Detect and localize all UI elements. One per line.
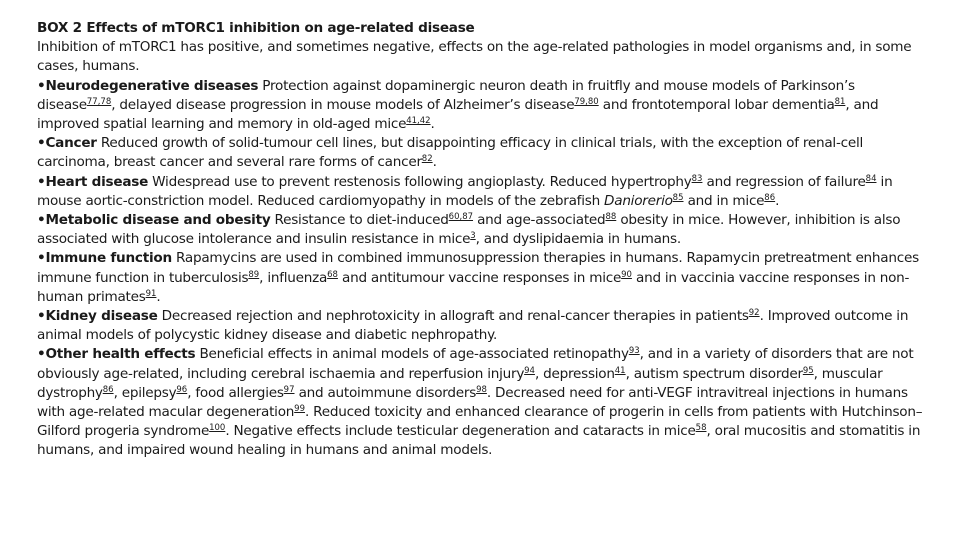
reference-link[interactable]: 41 — [614, 365, 626, 376]
reference-link[interactable]: 77,78 — [86, 96, 112, 107]
section-text: and age-associated — [473, 212, 606, 229]
section-text: , epilepsy — [113, 384, 177, 401]
reference-link[interactable]: 60,87 — [448, 212, 474, 223]
section-paragraph — [37, 345, 925, 460]
reference-link[interactable]: 90 — [621, 269, 632, 280]
section-text: , delayed disease progression in mouse models of Alzheimer’s disease — [111, 96, 575, 113]
reference-link[interactable]: 96 — [176, 384, 188, 395]
box-title: BOX 2 Effects of mTORC1 inhibition on age-related disease — [37, 20, 475, 36]
section-paragraph — [37, 173, 925, 211]
section-text: and autoimmune disorders — [294, 384, 477, 401]
section-heading: Immune function — [45, 250, 172, 267]
reference-link[interactable]: 100 — [209, 423, 226, 434]
reference-link[interactable]: 68 — [327, 269, 338, 280]
reference-link[interactable]: 93 — [628, 346, 640, 357]
section-text: . — [430, 116, 435, 133]
section-text: obesity in mice. However, inhibition is also associated with glucose intolerance and insulin resistance in mice — [37, 212, 901, 248]
section-heading: Kidney disease — [45, 308, 158, 325]
section-heading: Heart disease — [45, 173, 149, 190]
species-name: Daniorerio — [604, 192, 673, 209]
reference-link[interactable]: 88 — [605, 212, 617, 223]
bullet-marker: • — [37, 308, 46, 325]
section-text: , muscular dystrophy — [37, 365, 883, 401]
section-paragraph — [37, 307, 925, 345]
section-text: , influenza — [259, 269, 328, 286]
reference-link[interactable]: 85 — [672, 192, 684, 203]
section-text: Rapamycins are used in combined immunosuppression therapies in humans. Rapamycin pretreatment enhances immune function in tuberculosis — [37, 250, 919, 286]
section-text: and frontotemporal lobar dementia — [598, 96, 835, 113]
text-box — [37, 19, 925, 461]
reference-link[interactable]: 94 — [524, 365, 535, 376]
reference-link[interactable]: 98 — [476, 384, 487, 395]
section-text: and in mice — [683, 192, 765, 209]
section-paragraph — [37, 211, 925, 249]
box-intro: Inhibition of mTORC1 has positive, and sometimes negative, effects on the age-related pathologies in model organisms and, in some cases, humans. — [37, 39, 912, 75]
section-heading: Other health effects — [45, 346, 196, 363]
reference-link[interactable]: 99 — [294, 404, 305, 415]
section-text: and regression of failure — [702, 173, 866, 190]
reference-link[interactable]: 3 — [470, 231, 476, 242]
section-text: , oral mucositis and stomatitis in humans, and impaired wound healing in humans and animal models. — [37, 423, 921, 459]
section-text: Beneficial effects in animal models of age-associated retinopathy — [195, 346, 629, 363]
bullet-marker: • — [37, 77, 46, 94]
reference-link[interactable]: 95 — [802, 365, 814, 376]
section-text: , food allergies — [187, 384, 284, 401]
reference-link[interactable]: 86 — [764, 192, 776, 203]
bullet-marker: • — [37, 173, 46, 190]
section-heading: Cancer — [45, 135, 97, 152]
section-heading: Metabolic disease and obesity — [45, 212, 271, 229]
reference-link[interactable]: 81 — [834, 96, 846, 107]
reference-link[interactable]: 92 — [748, 308, 760, 319]
reference-link[interactable]: 97 — [283, 384, 295, 395]
bullet-marker: • — [37, 135, 46, 152]
section-text: and antitumour vaccine responses in mice — [337, 269, 622, 286]
reference-link[interactable]: 89 — [248, 269, 260, 280]
bullet-marker: • — [37, 250, 46, 267]
section-text: , and dyslipidaemia in humans. — [475, 231, 681, 248]
section-text: . — [775, 192, 780, 209]
section-text: Reduced growth of solid-tumour cell lines, but disappointing efficacy in clinical trials, with the exception of renal-cell carcinoma, breast cancer and several rare forms of cancer — [37, 135, 864, 171]
section-text: and in vaccinia vaccine responses in non-human primates — [37, 269, 910, 305]
section-text: , and improved spatial learning and memory in old-aged mice — [37, 96, 879, 133]
section-text: . Reduced toxicity and enhanced clearance of progerin in cells from patients with Hutchinson–Gilford progeria syndrome — [37, 404, 923, 440]
reference-link[interactable]: 82 — [421, 154, 433, 165]
section-paragraph — [37, 134, 925, 172]
bullet-marker: • — [37, 212, 46, 229]
section-text: , depression — [534, 365, 615, 382]
sections-list — [37, 77, 925, 461]
reference-link[interactable]: 41,42 — [406, 116, 431, 127]
section-paragraph — [37, 249, 925, 307]
bullet-marker: • — [37, 346, 46, 363]
section-text: . Negative effects include testicular degeneration and cataracts in mice — [225, 423, 696, 440]
reference-link[interactable]: 79,80 — [574, 96, 599, 107]
section-text: , autism spectrum disorder — [625, 365, 803, 382]
section-text: in mouse aortic-constriction model. Reduced cardiomyopathy in models of the zebrafish — [37, 173, 893, 209]
reference-link[interactable]: 58 — [695, 423, 707, 434]
section-paragraph — [37, 77, 925, 135]
section-text: . Improved outcome in animal models of polycystic kidney disease and diabetic nephropathy. — [37, 308, 909, 344]
section-heading: Neurodegenerative diseases — [45, 77, 259, 94]
section-text: , and in a variety of disorders that are not obviously age-related, including cerebral ischaemia and reperfusion injury — [37, 346, 914, 382]
section-text: Resistance to diet-induced — [270, 212, 449, 229]
section-text: Protection against dopaminergic neuron death in fruitfly and mouse models of Parkinson’s disease — [37, 77, 855, 113]
reference-link[interactable]: 84 — [865, 173, 877, 184]
section-text: . — [432, 154, 437, 171]
section-text: Decreased rejection and nephrotoxicity in allograft and renal-cancer therapies in patients — [157, 308, 749, 325]
section-text: . — [156, 288, 161, 305]
section-text: Widespread use to prevent restenosis following angioplasty. Reduced hypertrophy — [148, 173, 692, 190]
reference-link[interactable]: 83 — [691, 173, 703, 184]
reference-link[interactable]: 91 — [145, 288, 157, 299]
reference-link[interactable]: 86 — [102, 384, 114, 395]
section-text: . Decreased need for anti-VEGF intravitreal injections in humans with age-related macular degeneration — [37, 384, 908, 421]
